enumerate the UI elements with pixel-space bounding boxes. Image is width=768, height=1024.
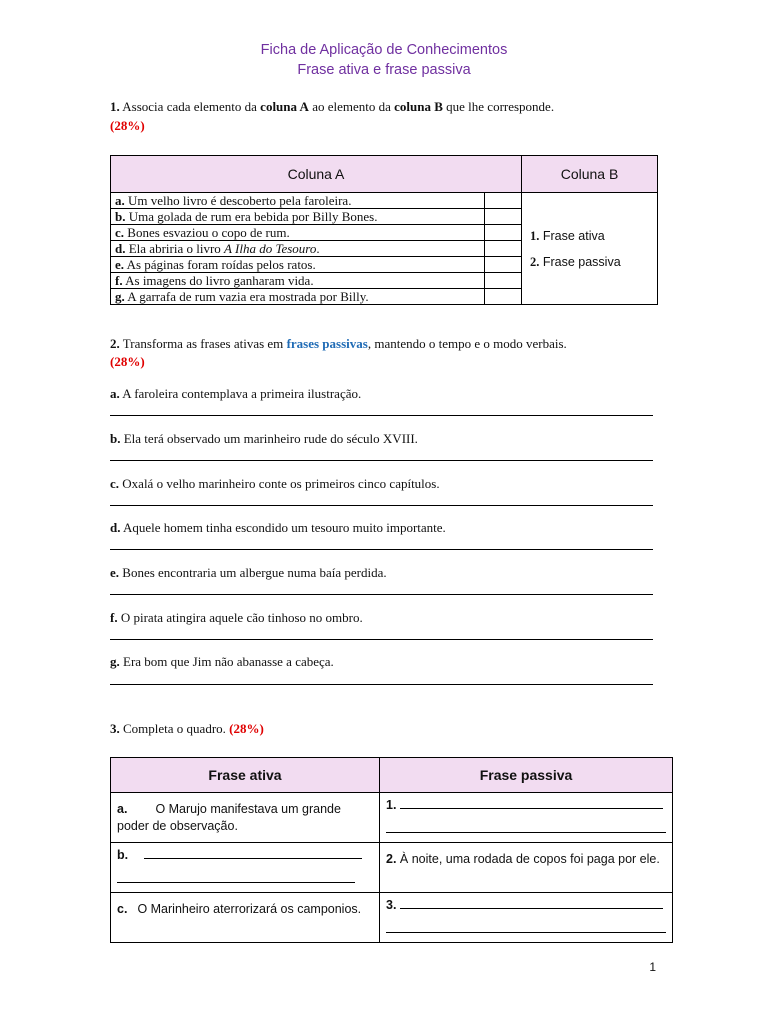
active-sentence: O Marujo manifestava um grande poder de observação. (117, 802, 341, 833)
question-1 (110, 97, 658, 135)
sentence-b (110, 431, 418, 447)
question-3 (110, 721, 264, 737)
matching-table (110, 155, 658, 305)
sentence-text: O pirata atingira aquele cão tinhoso no ombro. (117, 610, 363, 625)
answer-box[interactable] (485, 193, 522, 209)
item-text: Um velho livro é descoberto pela faroleira. (124, 193, 352, 208)
question-2-number: 2. (110, 336, 120, 351)
question-3-score: (28%) (229, 721, 264, 736)
answer-box[interactable] (485, 257, 522, 273)
sentence-label: d. (110, 520, 121, 535)
item-label: g. (115, 289, 125, 304)
question-1-number: 1. (110, 99, 120, 114)
sentence-label: f. (110, 610, 118, 625)
sentence-text: Aquele homem tinha escondido um tesouro muito importante. (120, 520, 446, 535)
column-a-item (111, 289, 485, 305)
question-1-score: (28%) (110, 118, 145, 133)
active-cell-b[interactable] (111, 843, 380, 893)
question-2-highlight: frases passivas (286, 336, 368, 351)
row-label: 2. (386, 852, 397, 866)
item-label: c. (115, 225, 125, 240)
item-text: A garrafa de rum vazia era mostrada por Billy. (124, 289, 369, 304)
column-a-item (111, 241, 485, 257)
item-text: As páginas foram roídas pelos ratos. (124, 257, 316, 272)
sentence-text: Ela terá observado um marinheiro rude do século XVIII. (120, 431, 418, 446)
question-2-score: (28%) (110, 354, 145, 369)
answer-line[interactable] (110, 460, 653, 461)
blank-line[interactable] (117, 870, 355, 883)
passive-header: Frase passiva (380, 758, 673, 793)
answer-box[interactable] (485, 241, 522, 257)
sentence-label: b. (110, 431, 121, 446)
sentence-a (110, 386, 361, 402)
sentence-label: g. (110, 654, 120, 669)
option-active (530, 223, 653, 249)
answer-line[interactable] (110, 549, 653, 550)
column-a-item (111, 225, 485, 241)
active-header: Frase ativa (111, 758, 380, 793)
item-text: Bones esvaziou o copo de rum. (124, 225, 290, 240)
column-a-ref: coluna A (260, 99, 309, 114)
answer-line[interactable] (110, 505, 653, 506)
answer-line[interactable] (110, 639, 653, 640)
column-a-item (111, 193, 485, 209)
column-b-ref: coluna B (394, 99, 443, 114)
book-title: A Ilha do Tesouro (224, 241, 317, 256)
sentence-label: a. (110, 386, 120, 401)
active-cell-a (111, 793, 380, 843)
column-a-header: Coluna A (111, 156, 522, 193)
sentence-d (110, 520, 446, 536)
question-1-text-3: que lhe corresponde. (442, 99, 555, 114)
item-text: Uma golada de rum era bebida por Billy Bones. (125, 209, 378, 224)
answer-line[interactable] (110, 594, 653, 595)
row-label: c. (117, 902, 128, 916)
sentence-text: Oxalá o velho marinheiro conte os primeiros cinco capítulos. (119, 476, 440, 491)
question-2-text-2: , mantendo o tempo e o modo verbais. (367, 336, 567, 351)
option-passive (530, 249, 653, 275)
blank-line[interactable] (386, 920, 666, 933)
item-text-end: . (316, 241, 320, 256)
sentence-label: e. (110, 565, 120, 580)
worksheet-title: Ficha de Aplicação de Conhecimentos (260, 42, 508, 58)
blank-line[interactable] (386, 820, 666, 833)
sentence-text: Bones encontraria um albergue numa baía perdida. (119, 565, 387, 580)
option-text: Frase ativa (539, 228, 605, 243)
worksheet-subtitle: Frase ativa e frase passiva (297, 62, 471, 78)
row-label: a. (117, 802, 128, 816)
item-label: e. (115, 257, 125, 272)
question-1-text-2: ao elemento da (308, 99, 395, 114)
page-number: 1 (649, 960, 656, 974)
item-text: As imagens do livro ganharam vida. (122, 273, 314, 288)
passive-cell-3[interactable] (380, 893, 673, 943)
item-label: a. (115, 193, 125, 208)
item-label: d. (115, 241, 126, 256)
sentence-e (110, 565, 387, 581)
active-cell-c (111, 893, 380, 943)
passive-cell-1[interactable] (380, 793, 673, 843)
question-1-text: Associa cada elemento da (119, 99, 261, 114)
answer-line[interactable] (110, 415, 653, 416)
row-label: b. (117, 848, 129, 862)
column-a-item (111, 273, 485, 289)
sentence-text: Era bom que Jim não abanasse a cabeça. (119, 654, 334, 669)
option-number: 2. (530, 254, 540, 269)
answer-box[interactable] (485, 225, 522, 241)
option-number: 1. (530, 228, 540, 243)
answer-box[interactable] (485, 209, 522, 225)
blank-line[interactable] (144, 848, 362, 859)
option-text: Frase passiva (539, 254, 621, 269)
item-label: b. (115, 209, 126, 224)
row-label: 3. (386, 898, 397, 912)
column-a-item (111, 257, 485, 273)
column-b-header: Coluna B (522, 156, 658, 193)
sentence-text: A faroleira contemplava a primeira ilustração. (119, 386, 362, 401)
passive-sentence: À noite, uma rodada de copos foi paga por ele. (396, 852, 660, 866)
answer-box[interactable] (485, 289, 522, 305)
question-3-text: Completa o quadro. (119, 721, 230, 736)
sentence-g (110, 654, 334, 670)
sentence-c (110, 476, 440, 492)
item-label: f. (115, 273, 123, 288)
question-2 (110, 335, 658, 371)
passive-cell-2 (380, 843, 673, 893)
sentence-f (110, 610, 363, 626)
sentence-label: c. (110, 476, 120, 491)
row-label: 1. (386, 798, 397, 812)
column-a-item (111, 209, 485, 225)
item-text: Ela abriria o livro (125, 241, 225, 256)
blank-line[interactable] (400, 898, 663, 909)
answer-box[interactable] (485, 273, 522, 289)
column-b-options (522, 193, 658, 305)
conversion-table (110, 757, 673, 943)
answer-line[interactable] (110, 684, 653, 685)
blank-line[interactable] (400, 798, 663, 809)
question-2-text: Transforma as frases ativas em (119, 336, 287, 351)
question-3-number: 3. (110, 721, 120, 736)
active-sentence: O Marinheiro aterrorizará os camponios. (137, 902, 362, 916)
